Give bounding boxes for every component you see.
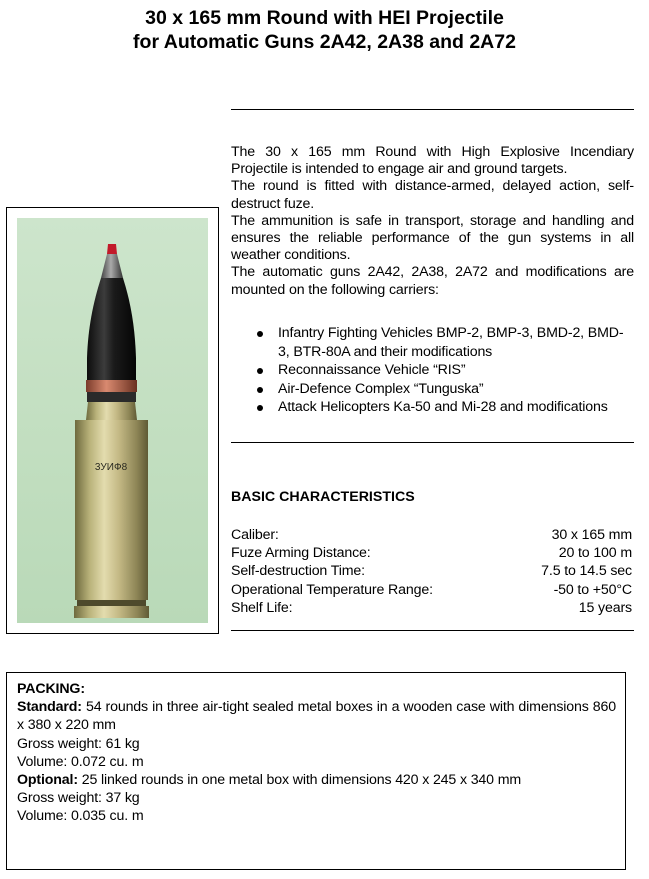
list-item: Reconnaissance Vehicle “RIS” [231,361,634,380]
optional-text: 25 linked rounds in one metal box with dimensions 420 x 245 x 340 mm [77,772,522,789]
intro-paragraph: The round is fitted with distance-armed, delayed action, self-destruct fuze. [231,178,634,212]
packing-heading: PACKING: [17,681,85,697]
intro-paragraph: The automatic guns 2A42, 2A38, 2A72 and modifications are mounted on the following carriers: [231,264,634,298]
title-line-2: for Automatic Guns 2A42, 2A38 and 2A72 [133,31,516,53]
carriers-list [231,324,634,417]
list-item: Air-Defence Complex “Tunguska” [231,380,634,399]
characteristics-table [231,526,632,617]
case-marking: 3УИФ8 [94,462,128,473]
standard-label: Standard: [17,699,82,716]
optional-gross-weight: Gross weight: 37 kg [17,790,140,807]
row-label: Shelf Life: [231,599,293,616]
fuze-body [101,254,123,278]
intro-paragraph: The ammunition is safe in transport, storage and handling and ensures the reliable performance of the gun systems in all weather conditions. [231,212,634,264]
packing-optional [17,771,616,789]
round-illustration [7,208,218,633]
standard-gross-weight: Gross weight: 61 kg [17,735,140,752]
title-line-1: 30 x 165 mm Round with HEI Projectile [145,7,504,29]
characteristics-heading: BASIC CHARACTERISTICS [231,489,415,505]
row-value: 7.5 to 14.5 sec [541,563,632,580]
bottom-divider [231,630,634,631]
packing-box [6,672,626,870]
driving-band [86,380,137,392]
table-row [231,544,632,562]
list-item: Infantry Fighting Vehicles BMP-2, BMP-3, BMD-2, BMD-3, BTR-80A and their modifications [231,324,634,361]
list-item: Attack Helicopters Ka-50 and Mi-28 and modifications [231,398,634,417]
row-label: Self-destruction Time: [231,563,365,580]
row-value: 20 to 100 m [558,545,632,562]
cartridge-case [75,420,148,600]
top-divider [231,109,634,110]
optional-volume: Volume: 0.035 cu. m [17,808,144,825]
row-label: Fuze Arming Distance: [231,545,371,562]
table-row [231,526,632,544]
standard-volume: Volume: 0.072 cu. m [17,753,144,770]
packing-standard [17,698,616,734]
row-value: -50 to +50°C [553,581,632,598]
row-value: 15 years [578,599,632,616]
optional-label: Optional: [17,772,78,789]
projectile-body [87,278,136,380]
intro-text [231,144,634,299]
intro-paragraph: The 30 x 165 mm Round with High Explosive Incendiary Projectile is intended to engage air and ground targets. [231,144,634,178]
row-label: Operational Temperature Range: [231,581,433,598]
case-neck [86,402,137,420]
mid-divider [231,442,634,443]
table-row [231,562,632,580]
row-label: Caliber: [231,527,279,543]
table-row [231,581,632,599]
table-row [231,599,632,617]
fuze-tip [107,244,117,254]
standard-text: 54 rounds in three air-tight sealed metal boxes in a wooden case with dimensions 860 x 380 x 220 mm [17,699,616,734]
page-title [0,6,649,54]
row-value: 30 x 165 mm [551,527,632,543]
ammunition-photo [6,207,219,634]
case-rim [74,606,149,618]
